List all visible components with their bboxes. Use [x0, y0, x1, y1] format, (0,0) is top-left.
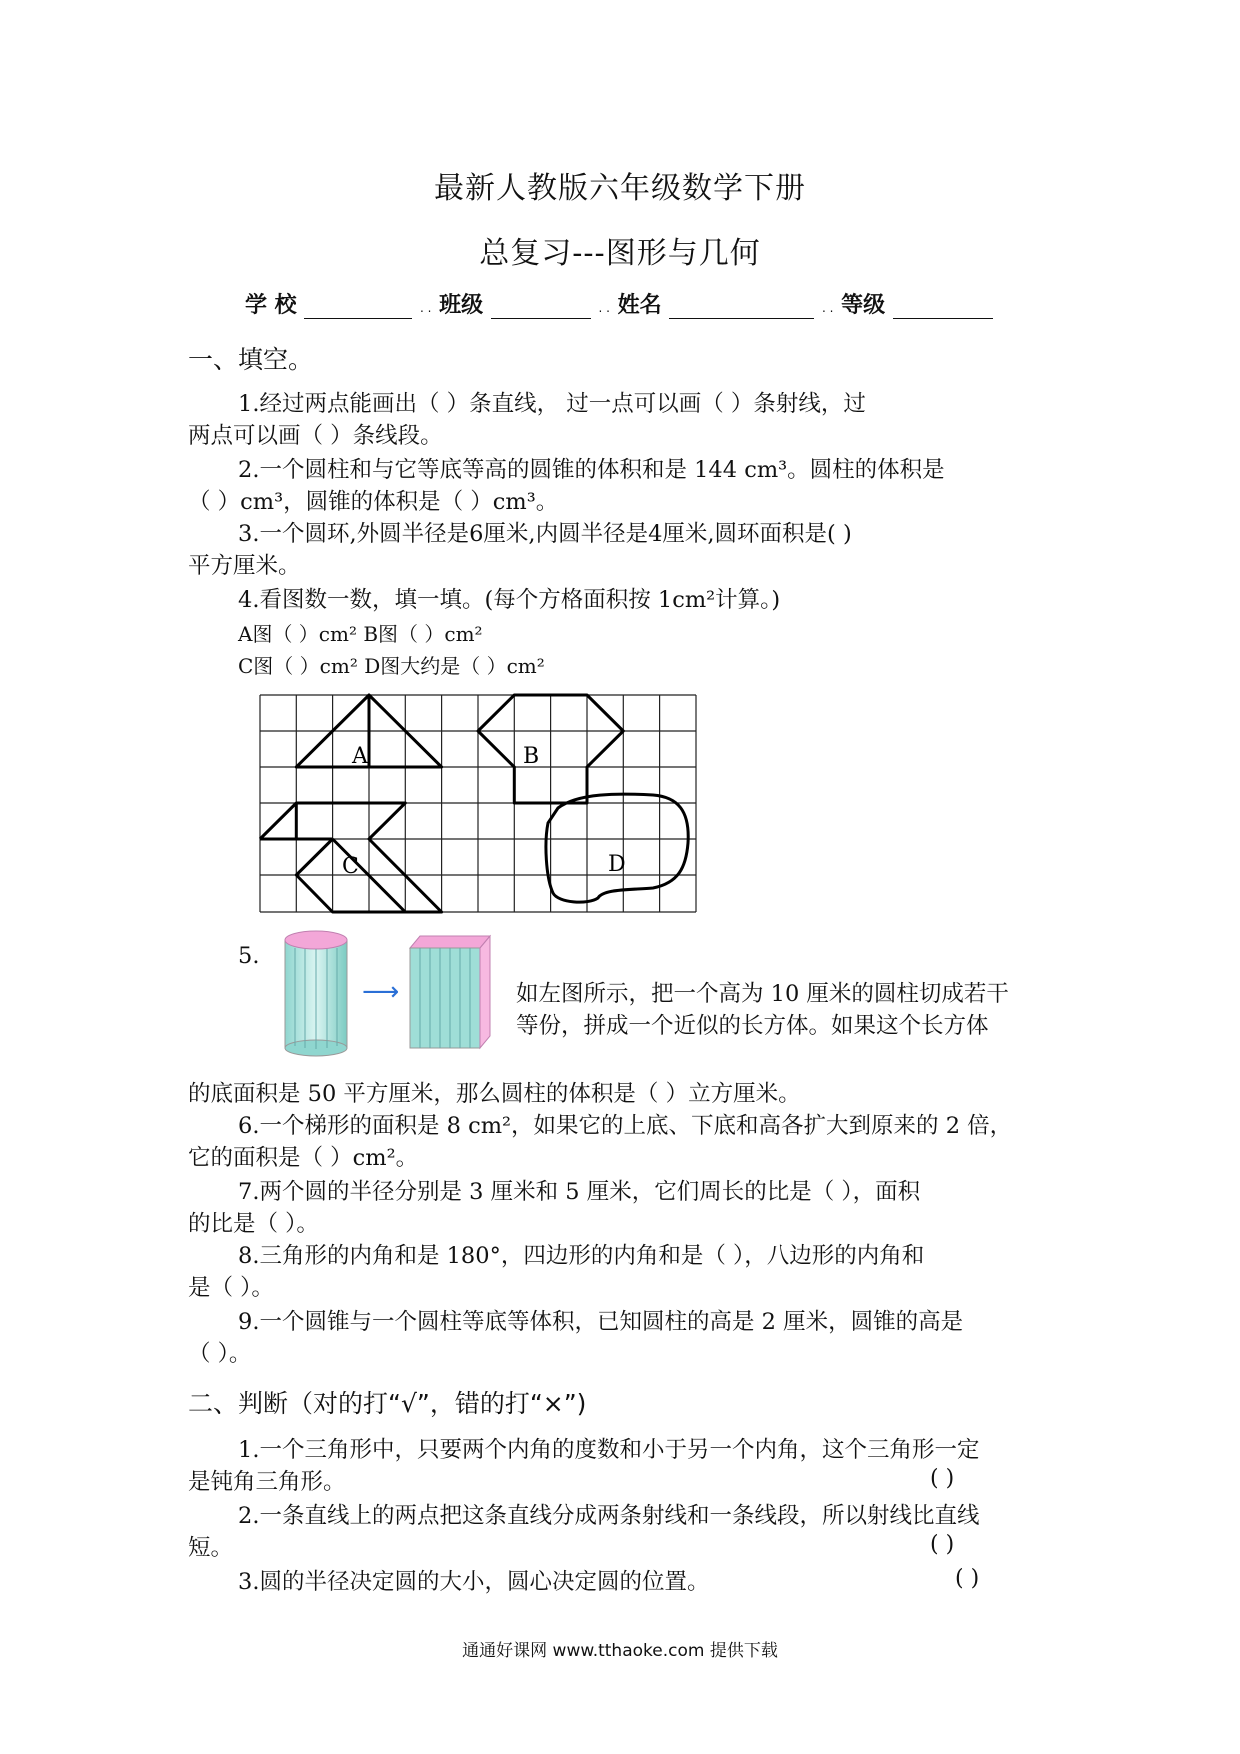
- school-label: 学 校: [245, 293, 297, 318]
- footer-text: 通通好课网 www.tthaoke.com 提供下载: [462, 1641, 778, 1661]
- answer-paren[interactable]: ( ): [930, 1466, 955, 1491]
- question-text: 如左图所示，把一个高为 10 厘米的圆柱切成若干: [516, 981, 1009, 1007]
- school-field[interactable]: [304, 296, 412, 319]
- area-grid-figure: [258, 693, 698, 915]
- question-text: 的比是（ ）。: [188, 1211, 319, 1237]
- label-b: B: [523, 744, 540, 769]
- question-text: C图（ ）cm² D图大约是（ ）cm²: [238, 654, 545, 678]
- dots: . .: [598, 301, 610, 315]
- cylinder-to-cuboid-figure: [280, 928, 510, 1058]
- grade-field[interactable]: [893, 296, 993, 319]
- question-text: （ ）。: [188, 1341, 252, 1367]
- answer-paren[interactable]: ( ): [955, 1566, 980, 1591]
- student-info-row: [245, 288, 993, 319]
- question-text: 是（ ）。: [188, 1275, 274, 1301]
- section-heading: 一、填空。: [188, 345, 314, 374]
- question-text: 短。: [188, 1535, 234, 1561]
- question-text: 是钝角三角形。: [188, 1469, 346, 1495]
- question-number: 5.: [238, 943, 260, 969]
- page-title: 最新人教版六年级数学下册: [434, 171, 806, 206]
- question-text: 1.一个三角形中，只要两个内角的度数和小于另一个内角，这个三角形一定: [238, 1437, 980, 1463]
- question-text: 等份，拼成一个近似的长方体。如果这个长方体: [516, 1013, 989, 1039]
- arrow-icon: ⟶: [362, 977, 400, 1007]
- question-text: 平方厘米。: [188, 553, 301, 579]
- question-text: 的底面积是 50 平方厘米，那么圆柱的体积是（ ）立方厘米。: [188, 1081, 801, 1107]
- question-text: 4.看图数一数，填一填。(每个方格面积按 1cm²计算。): [238, 587, 781, 613]
- class-field[interactable]: [491, 296, 591, 319]
- cylinder-top: [285, 931, 347, 949]
- answer-paren[interactable]: ( ): [930, 1532, 955, 1557]
- dots: . .: [420, 301, 432, 315]
- shape-d: [546, 794, 688, 902]
- section-heading: 二、判断（对的打“√”，错的打“×”): [188, 1389, 587, 1418]
- question-text: 2.一条直线上的两点把这条直线分成两条射线和一条线段，所以射线比直线: [238, 1503, 980, 1529]
- question-text: 3.圆的半径决定圆的大小，圆心决定圆的位置。: [238, 1569, 710, 1595]
- label-a: A: [352, 744, 368, 769]
- name-label: 姓名: [617, 293, 662, 318]
- cuboid-top: [410, 936, 490, 948]
- question-text: 7.两个圆的半径分别是 3 厘米和 5 厘米，它们周长的比是（ ），面积: [238, 1179, 921, 1205]
- question-text: 1.经过两点能画出（ ）条直线， 过一点可以画（ ）条射线，过: [238, 391, 866, 417]
- question-text: 6.一个梯形的面积是 8 cm²，如果它的上底、下底和高各扩大到原来的 2 倍，: [238, 1113, 1013, 1139]
- question-text: 两点可以画（ ）条线段。: [188, 423, 443, 449]
- grade-label: 等级: [841, 293, 886, 318]
- question-text: 它的面积是（ ）cm²。: [188, 1145, 419, 1171]
- question-text: A图（ ）cm² B图（ ）cm²: [238, 622, 483, 646]
- cuboid-side: [480, 936, 490, 1048]
- class-label: 班级: [439, 293, 484, 318]
- name-field[interactable]: [669, 296, 814, 319]
- question-text: 9.一个圆锥与一个圆柱等底等体积，已知圆柱的高是 2 厘米，圆锥的高是: [238, 1309, 964, 1335]
- question-text: 8.三角形的内角和是 180°，四边形的内角和是（ ），八边形的内角和: [238, 1243, 925, 1269]
- label-c: C: [342, 854, 359, 879]
- question-text: （ ）cm³，圆锥的体积是（ ）cm³。: [188, 489, 559, 515]
- question-text: 3.一个圆环,外圆半径是6厘米,内圆半径是4厘米,圆环面积是( ): [238, 521, 852, 547]
- label-d: D: [608, 852, 626, 877]
- dots: . .: [821, 301, 834, 315]
- question-text: 2.一个圆柱和与它等底等高的圆锥的体积和是 144 cm³。圆柱的体积是: [238, 457, 945, 483]
- page-subtitle: 总复习---图形与几何: [479, 236, 761, 271]
